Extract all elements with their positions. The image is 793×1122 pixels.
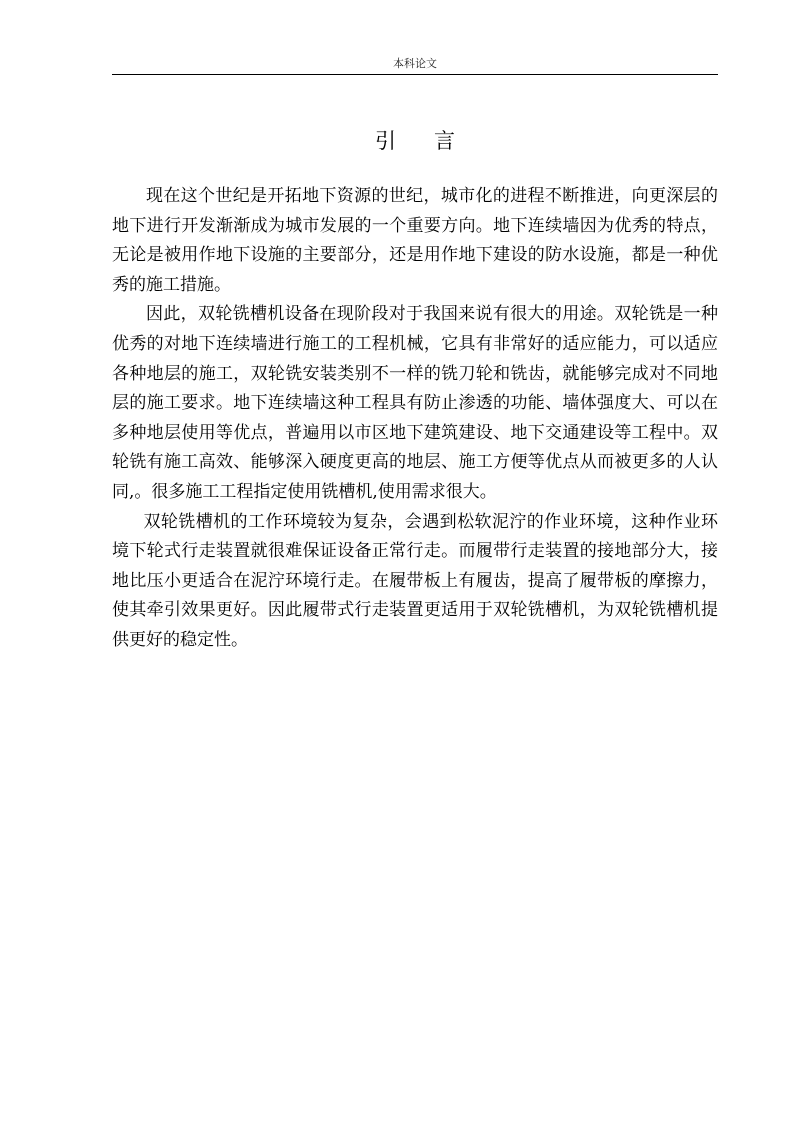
paragraph-1: 现在这个世纪是开拓地下资源的世纪，城市化的进程不断推进，向更深层的地下进行开发渐渐成为城市发展的一个重要方向。地下连续墙因为优秀的特点，无论是被用作地下设施的主要部分，还是用作地下建设的防水设施，都是一种优秀的施工措施。	[112, 186, 718, 295]
header-title: 本科论文	[393, 57, 437, 70]
page-header	[112, 52, 718, 75]
body-text	[112, 182, 718, 656]
paragraph-3: 双轮铣槽机的工作环境较为复杂，会遇到松软泥泞的作业环境，这种作业环境下轮式行走装置就很难保证设备正常行走。而履带行走装置的接地部分大，接地比压小更适合在泥泞环境行走。在履带板上有履齿，提高了履带板的摩擦力，使其牵引效果更好。因此履带式行走装置更适用于双轮铣槽机，为双轮铣槽机提供更好的稳定性。	[112, 511, 718, 650]
paragraph-2: 因此，双轮铣槽机设备在现阶段对于我国来说有很大的用途。双轮铣是一种优秀的对地下连续墙进行施工的工程机械，它具有非常好的适应能力，可以适应各种地层的施工，双轮铣安装类别不一样的铣刀轮和铣齿，就能够完成对不同地层的施工要求。地下连续墙这种工程具有防止渗透的功能、墙体强度大、可以在多种地层使用等优点，普遍用以市区地下建筑建设、地下交通建设等工程中。双轮铣有施工高效、能够深入硬度更高的地层、施工方便等优点从而被更多的人认同,。很多施工工程指定使用铣槽机,使用需求很大。	[112, 304, 718, 502]
section-title: 引言	[375, 129, 493, 153]
